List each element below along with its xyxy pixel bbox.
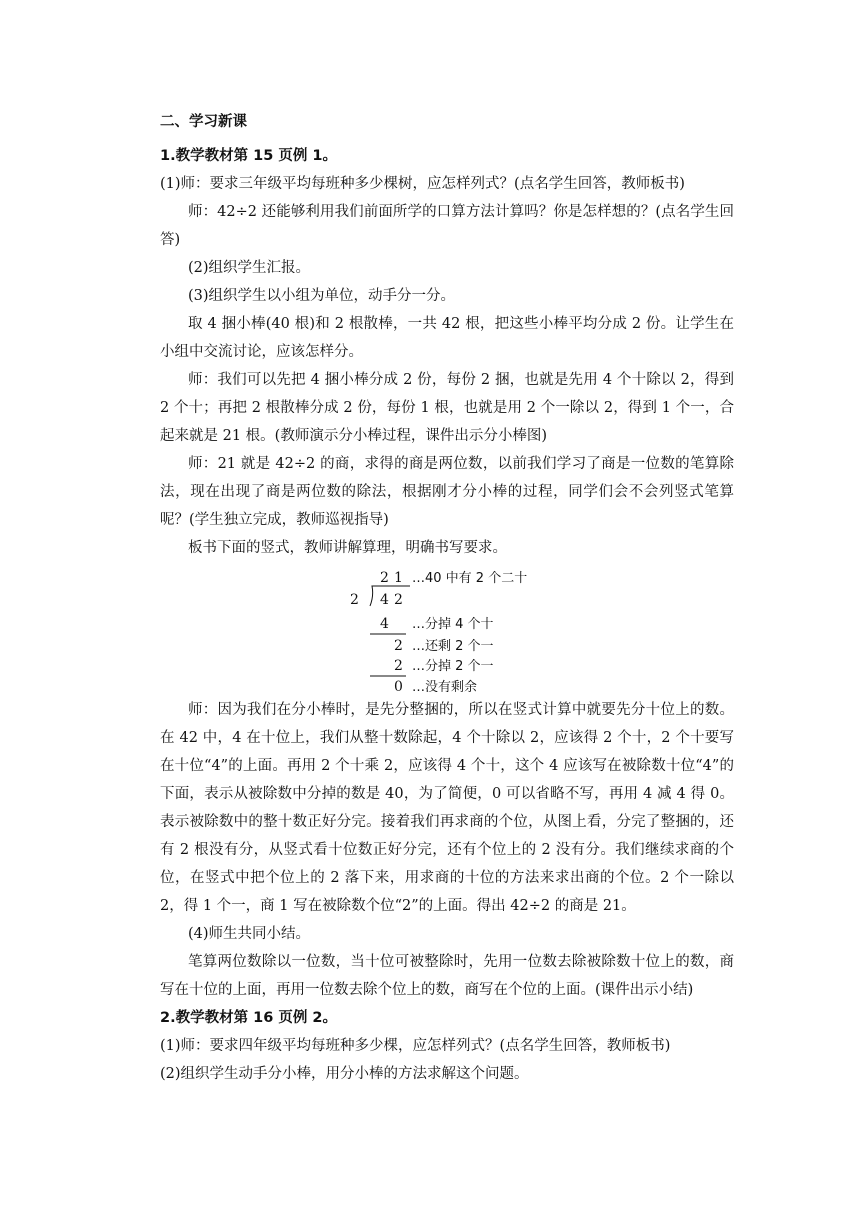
paragraph: (4)师生共同小结。 xyxy=(188,926,311,942)
example1-heading: 1.教学教材第 15 页例 1。 xyxy=(160,148,338,164)
document-body xyxy=(160,108,734,1088)
dividend-digit: 4 xyxy=(380,592,389,608)
quotient-digit: 1 xyxy=(394,570,403,586)
paragraph: 师：42÷2 还能够利用我们前面所学的口算方法计算吗？你是怎样想的？(点名学生回答) xyxy=(160,204,734,248)
step-value: 4 xyxy=(380,616,389,632)
division-note: …还剩 2 个一 xyxy=(412,639,494,654)
paragraph: 师：我们可以先把 4 捆小棒分成 2 份，每份 2 捆，也就是先用 4 个十除以 2，得到 2 个十；再把 2 根散棒分成 2 份，每份 1 根，也就是用 2 个一除以 2，得到 1 个一，合起来就是 21 根。(教师演示分小棒过程，课件出示分小棒图) xyxy=(160,372,734,444)
step-value: 0 xyxy=(394,679,403,692)
division-note: …分掉 4 个十 xyxy=(412,617,494,632)
paragraph: 板书下面的竖式，教师讲解算理，明确书写要求。 xyxy=(188,540,507,556)
step-value: 2 xyxy=(394,658,403,674)
paragraph: 师：21 就是 42÷2 的商，求得的商是两位数，以前我们学习了商是一位数的笔算除法，现在出现了商是两位数的除法，根据刚才分小棒的过程，同学们会不会列竖式笔算呢？(学生独立完成，教师巡视指导) xyxy=(160,456,734,528)
quotient-digit: 2 xyxy=(380,570,389,586)
paragraph: 笔算两位数除以一位数，当十位可被整除时，先用一位数去除被除数十位上的数，商写在十位的上面，再用一位数去除个位上的数，商写在个位的上面。(课件出示小结) xyxy=(160,954,734,998)
paragraph: 师：因为我们在分小棒时，是先分整捆的，所以在竖式计算中就要先分十位上的数。在 42 中，4 在十位上，我们从整十数除起，4 个十除以 2，应该得 2 个十，2 个十要写在十位“4”的上面。再用 2 个十乘 2，应该得 4 个十，这个 4 应该写在被除数十位“4”的下面，表示从被除数中分掉的数是 40，为了简便，0 可以省略不写，再用 4 减 4 得 0。表示被除数中的整十数正好分完。接着我们再求商的个位，从图上看，分完了整捆的，还有 2 根没有分，从竖式看十位数正好分完，还有个位上的 2 没有分。我们继续求商的个位，在竖式中把个位上的 2 落下来，用求商的十位的方法来求出商的个位。2 个一除以 2，得 1 个一，商 1 写在被除数个位“2”的上面。得出 42÷2 的商是 21。 xyxy=(160,702,734,914)
division-note: …40 中有 2 个二十 xyxy=(412,571,528,586)
long-division-svg xyxy=(160,566,734,692)
step-value: 2 xyxy=(394,638,403,654)
long-division-figure xyxy=(160,566,734,692)
division-bracket xyxy=(370,586,410,606)
division-note: …没有剩余 xyxy=(412,680,478,692)
example2-heading: 2.教学教材第 16 页例 2。 xyxy=(160,1010,338,1026)
dividend-digit: 2 xyxy=(394,592,403,608)
paragraph: (1)师：要求四年级平均每班种多少棵，应怎样列式？(点名学生回答，教师板书) xyxy=(160,1038,671,1054)
paragraph: 取 4 捆小棒(40 根)和 2 根散棒，一共 42 根，把这些小棒平均分成 2 份。让学生在小组中交流讨论，应该怎样分。 xyxy=(160,316,734,360)
section-title: 二、学习新课 xyxy=(160,114,247,130)
divisor: 2 xyxy=(350,592,359,608)
paragraph: (2)组织学生汇报。 xyxy=(188,260,311,276)
paragraph: (2)组织学生动手分小棒，用分小棒的方法求解这个问题。 xyxy=(160,1066,529,1082)
division-note: …分掉 2 个一 xyxy=(412,659,494,674)
paragraph: (3)组织学生以小组为单位，动手分一分。 xyxy=(188,288,456,304)
paragraph: (1)师：要求三年级平均每班种多少棵树，应怎样列式？(点名学生回答，教师板书) xyxy=(160,176,685,192)
